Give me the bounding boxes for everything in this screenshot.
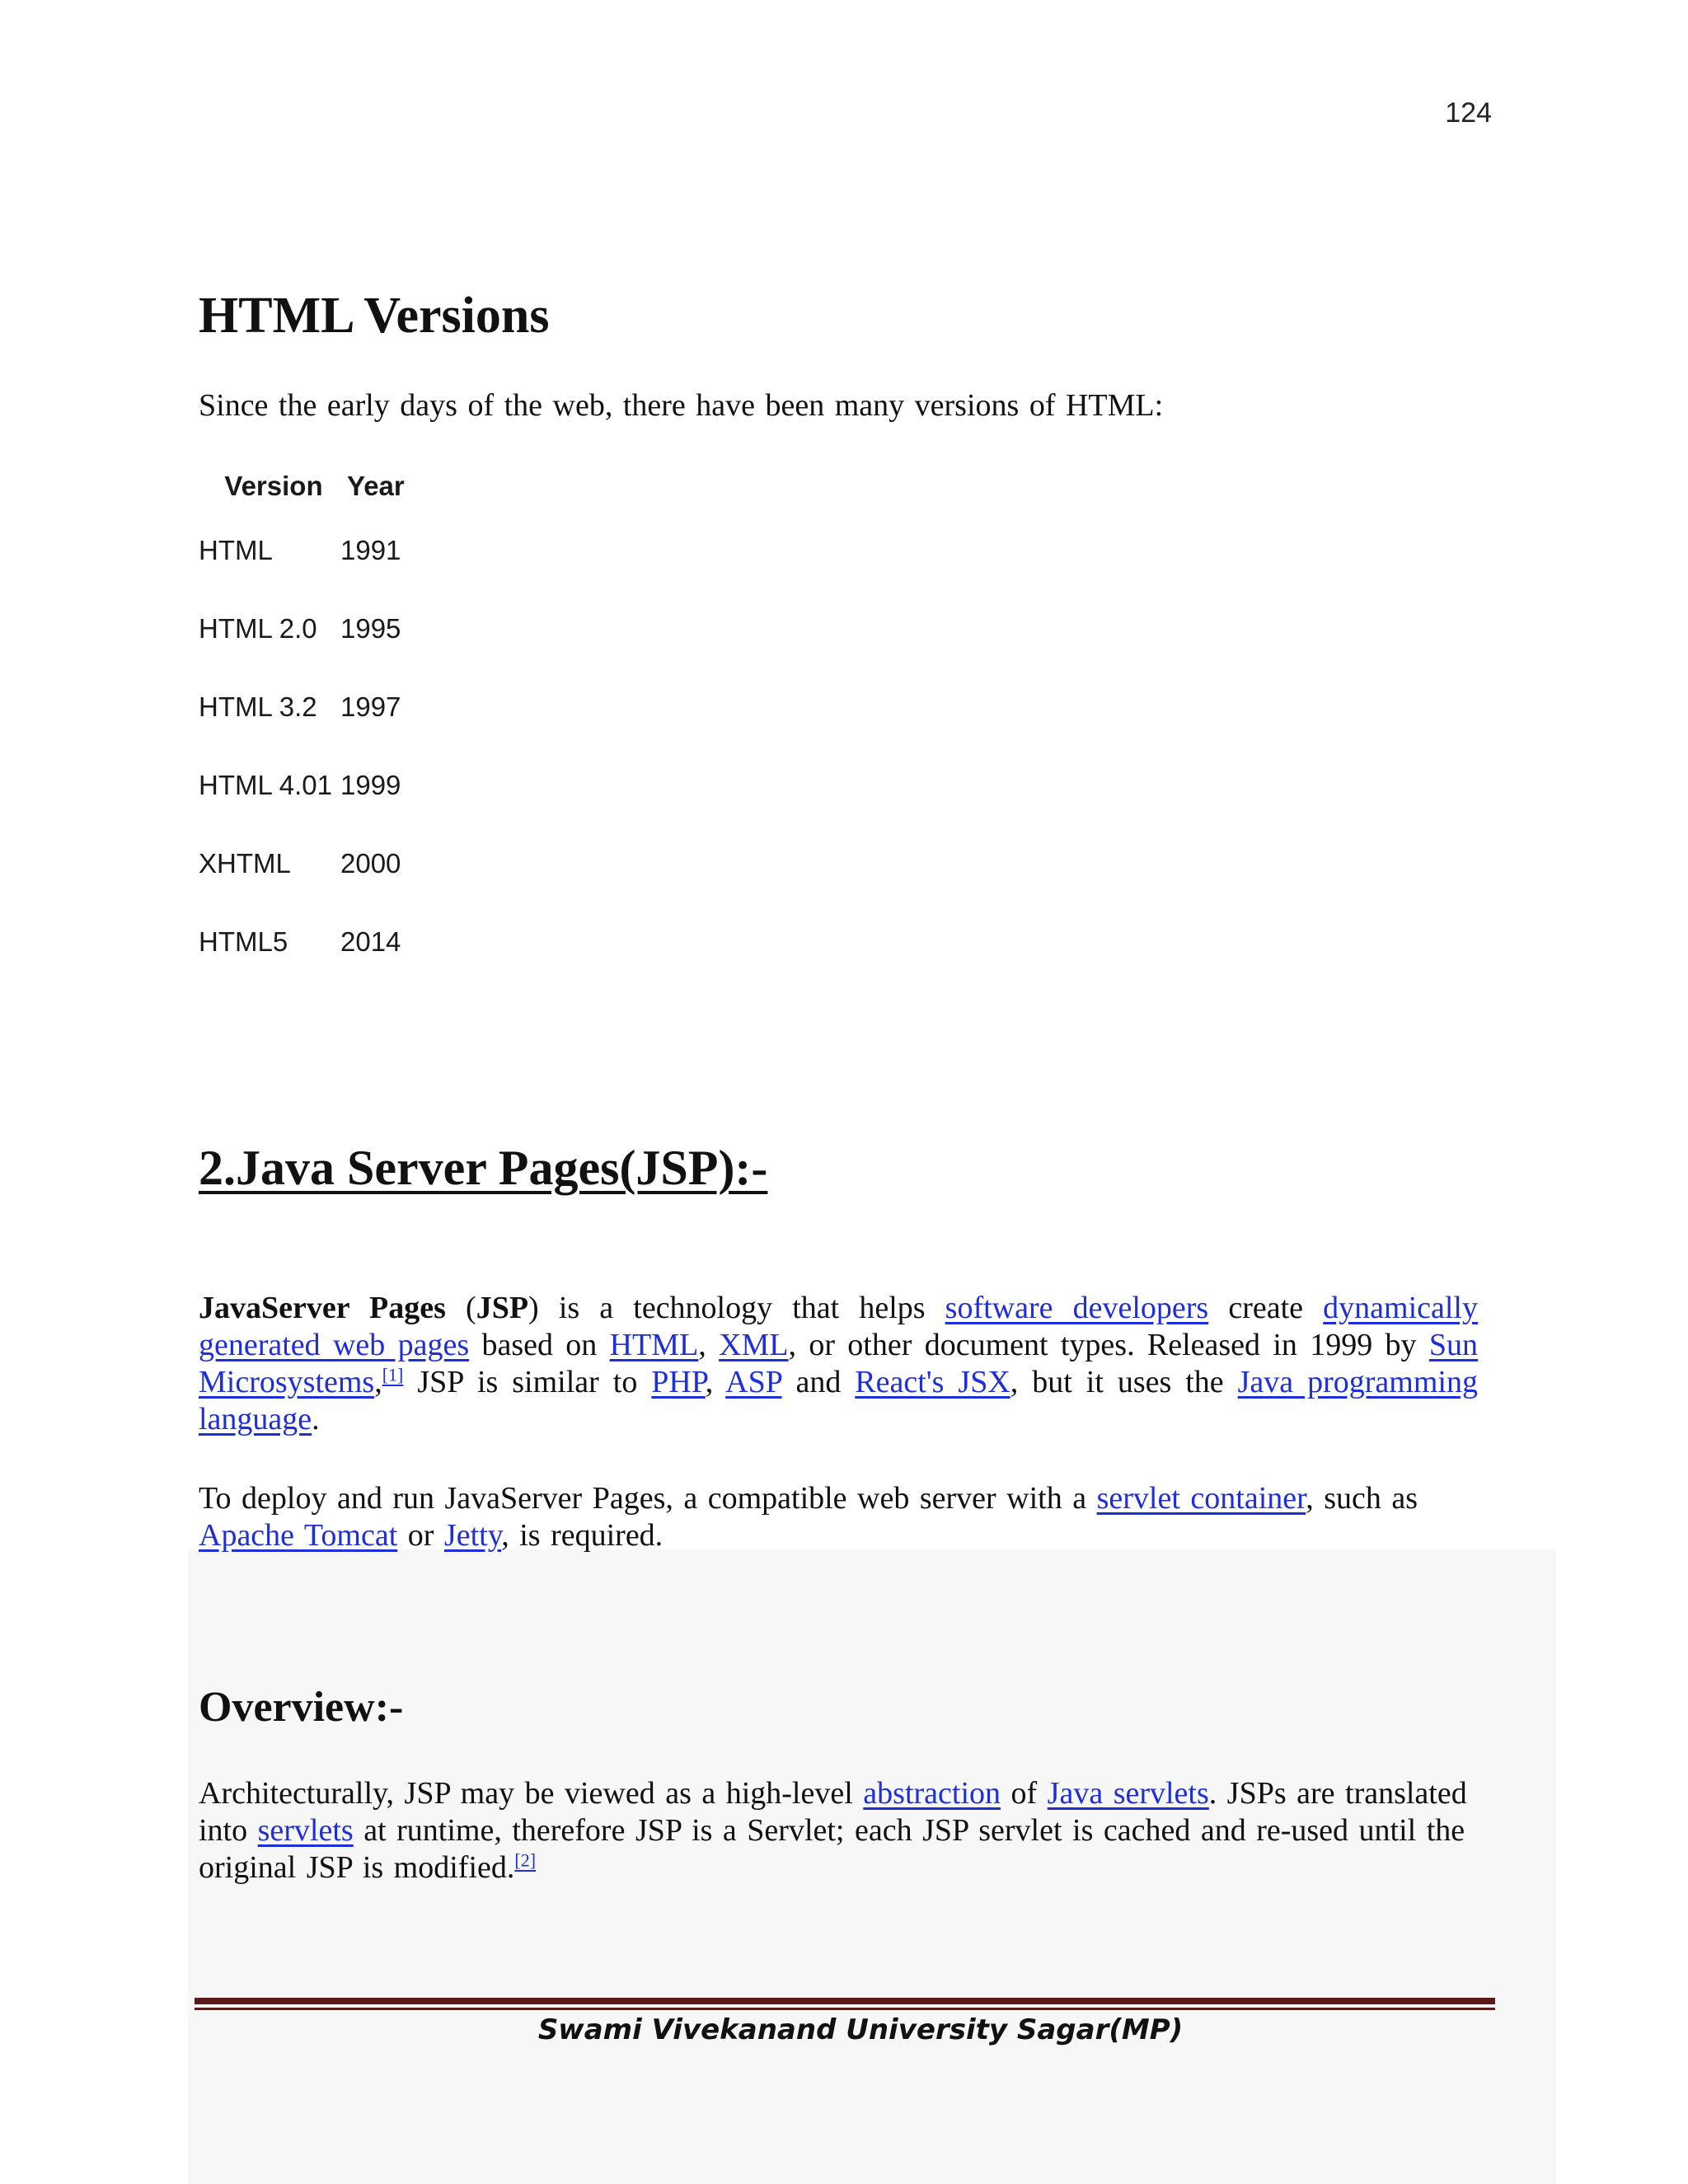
text-run: , or other document types. Released in 1999 by xyxy=(788,1328,1429,1362)
text-run: , is required. xyxy=(501,1518,663,1553)
table-row xyxy=(199,511,413,589)
text-run: JSP is similar to xyxy=(403,1365,652,1399)
footer-rule-thick xyxy=(195,1998,1495,2004)
table-row xyxy=(199,902,413,981)
year-cell: 2014 xyxy=(340,926,401,957)
text-run: . xyxy=(312,1402,320,1436)
link-servlets[interactable]: servlets xyxy=(257,1813,354,1848)
footer-rule-thin xyxy=(195,2008,1495,2010)
table-row xyxy=(199,668,413,746)
text-run: at runtime, therefore JSP is a Servlet; each JSP servlet is cached and re-used until the original JSP is modified. xyxy=(199,1813,1465,1885)
jsp-term-bold: JavaServer Pages xyxy=(199,1291,446,1325)
version-cell: XHTML xyxy=(199,847,291,879)
text-run: and xyxy=(781,1365,856,1399)
link-java-servlets[interactable]: Java servlets xyxy=(1047,1776,1209,1811)
link-php[interactable]: PHP xyxy=(651,1365,706,1399)
page-number: 124 xyxy=(1445,97,1492,129)
link-java-programming-language[interactable]: Java programming language xyxy=(199,1365,1478,1436)
html-versions-heading: HTML Versions xyxy=(199,288,550,344)
link-jetty[interactable]: Jetty xyxy=(443,1518,502,1553)
jsp-abbrev-bold: JSP xyxy=(476,1291,529,1325)
link-servlet-container[interactable]: servlet container xyxy=(1096,1481,1306,1516)
text-run: of xyxy=(1001,1776,1048,1811)
text-run: based on xyxy=(469,1328,610,1362)
text-run: ( xyxy=(445,1291,476,1325)
year-cell: 1999 xyxy=(340,769,401,800)
table-row xyxy=(199,824,413,902)
text-run: , xyxy=(698,1328,720,1362)
table-row xyxy=(199,746,413,824)
text-run: or xyxy=(397,1518,444,1553)
link-html[interactable]: HTML xyxy=(609,1328,699,1362)
text-run: . JSPs are translated into xyxy=(199,1776,1467,1848)
link-abstraction[interactable]: abstraction xyxy=(863,1776,1001,1811)
overview-heading: Overview:- xyxy=(199,1684,404,1731)
reference-2-link[interactable]: [2] xyxy=(514,1849,537,1871)
link-apache-tomcat[interactable]: Apache Tomcat xyxy=(199,1518,398,1553)
footer-rule xyxy=(195,1998,1495,2011)
footer-university-name: Swami Vivekanand University Sagar(MP) xyxy=(537,2013,1184,2046)
year-cell: 1991 xyxy=(340,534,401,565)
link-asp[interactable]: ASP xyxy=(725,1365,782,1399)
year-cell: 1995 xyxy=(340,612,401,644)
link-sun-microsystems[interactable]: Sun Microsystems xyxy=(199,1328,1478,1399)
html-versions-table xyxy=(199,462,413,981)
text-run: , but it uses the xyxy=(1010,1365,1238,1399)
text-run: To deploy and run JavaServer Pages, a compatible web server with a xyxy=(199,1481,1097,1516)
column-header-version: Version xyxy=(224,471,323,501)
jsp-paragraph-1 xyxy=(199,1290,1478,1438)
table-row xyxy=(199,589,413,668)
text-run: ) is a technology that helps xyxy=(528,1291,945,1325)
html-versions-intro: Since the early days of the web, there have been many versions of HTML: xyxy=(199,388,1164,423)
link-xml[interactable]: XML xyxy=(719,1328,789,1362)
link-software-developers[interactable]: software developers xyxy=(945,1291,1209,1325)
text-run: , xyxy=(374,1365,382,1399)
version-cell: HTML 4.01 xyxy=(199,769,333,800)
version-cell: HTML 2.0 xyxy=(199,612,317,644)
table-header-row xyxy=(199,462,413,511)
text-run: , xyxy=(705,1365,726,1399)
link-dynamic-web-pages[interactable]: dynamically generated web pages xyxy=(199,1291,1478,1362)
year-cell: 2000 xyxy=(340,847,401,879)
reference-1-link[interactable]: [1] xyxy=(382,1364,404,1385)
column-header-year: Year xyxy=(347,471,405,501)
text-run: create xyxy=(1208,1291,1324,1325)
year-cell: 1997 xyxy=(340,691,401,722)
text-run: Architecturally, JSP may be viewed as a high-level xyxy=(199,1776,864,1811)
version-cell: HTML5 xyxy=(199,926,288,957)
jsp-heading: 2.Java Server Pages(JSP):- xyxy=(199,1141,768,1195)
text-run: , such as xyxy=(1306,1481,1418,1516)
version-cell: HTML xyxy=(199,534,273,565)
version-cell: HTML 3.2 xyxy=(199,691,317,722)
jsp-paragraph-2 xyxy=(199,1480,1478,1554)
link-react-jsx[interactable]: React's JSX xyxy=(855,1365,1010,1399)
overview-paragraph xyxy=(199,1775,1478,1886)
